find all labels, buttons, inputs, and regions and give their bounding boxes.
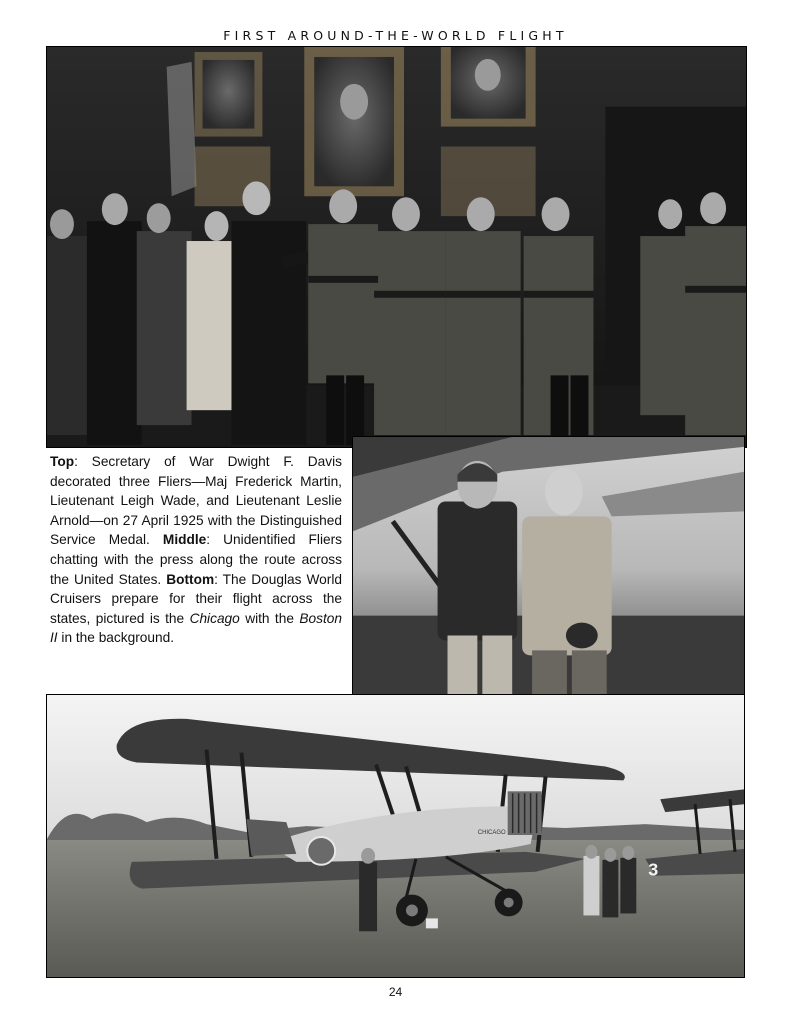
- world-cruiser-photo: [46, 694, 745, 978]
- caption-bottom-label: Bottom: [166, 571, 215, 587]
- tail-number-3: 3: [648, 859, 659, 880]
- page-number: 24: [388, 985, 403, 999]
- caption-aircraft-chicago: Chicago: [189, 610, 240, 626]
- page-header: FIRST AROUND-THE-WORLD FLIGHT: [223, 28, 568, 43]
- caption-bottom-text-1: : The Douglas World Cruisers prepare for their flight across the states, pictured is the: [50, 571, 342, 626]
- caption-top-text: : Secretary of War Dwight F. Davis decorated three Fliers—Maj Frederick Martin, Lieutenant Leigh Wade, and Lieutenant Leslie Arnold—on 27 April 1925 with the Distinguished Service Medal.: [50, 454, 342, 548]
- caption-middle-text: : Unidentified Fliers chatting with the press along the route across the United States.: [50, 532, 342, 587]
- caption-bottom-text-3: in the background.: [57, 630, 175, 646]
- fliers-photo-image: [353, 437, 744, 701]
- world-cruiser-photo-image: [47, 695, 744, 977]
- photo-caption: [50, 452, 342, 648]
- aircraft-marking-chicago: CHICAGO: [477, 830, 506, 837]
- fliers-photo: [352, 436, 745, 702]
- caption-aircraft-boston: Boston II: [50, 610, 342, 646]
- caption-bottom-text-2: with the: [239, 610, 300, 626]
- caption-top-label: Top: [50, 454, 75, 469]
- caption-middle-label: Middle: [162, 532, 207, 548]
- ceremony-photo-image: [47, 47, 746, 447]
- ceremony-photo: [46, 46, 747, 448]
